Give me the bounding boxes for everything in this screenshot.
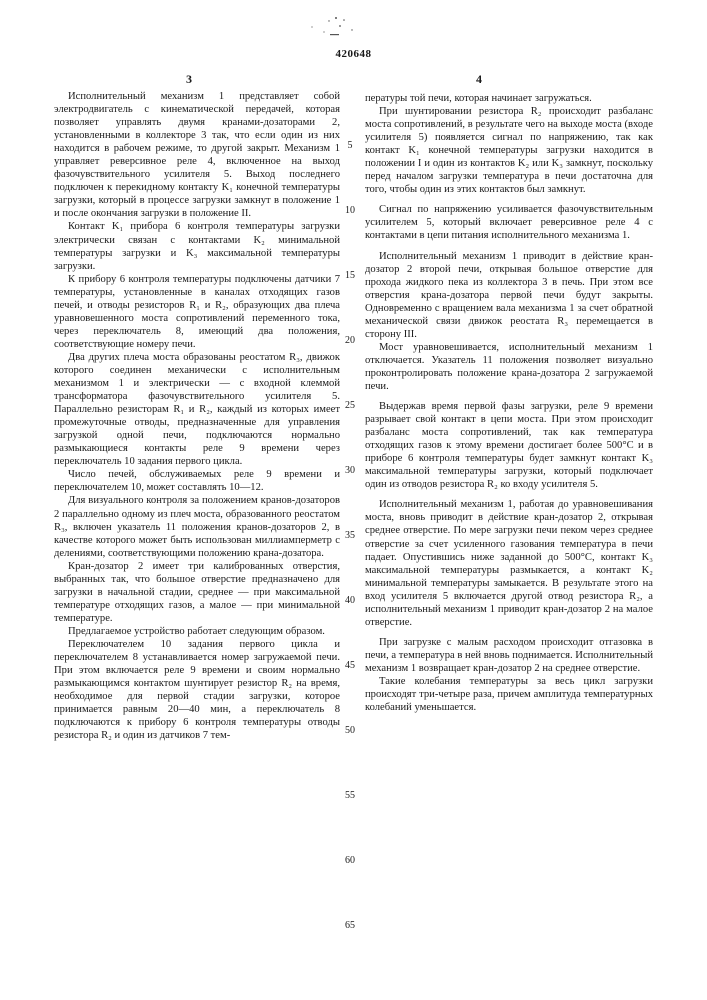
line-number: 20 xyxy=(341,335,359,346)
paragraph: Выдержав время первой фазы загрузки, реле 9 времени разрывает свой контакт в цепи моста. При этом происходит разбаланс моста сопротивлений, так как температура отходящих газов к этому времени достигает более 500°C и в приборе 6 контроля температуры будет замкнут контакт K₃ максимальной температуры загрузки, который подключает один из отводов резистора R₂ ко входу усилителя 5. xyxy=(365,400,653,491)
line-number: 60 xyxy=(341,855,359,866)
paragraph: Исполнительный механизм 1 представляет собой электродвигатель с кинематической передачей, которая позволяет управлять двумя кранами-дозаторами 2, установленными в коллекторе 3 так, что если один из них находится в рабочем режиме, то другой закрыт. Механизм 1 управляет реверсивное реле 4, включенное на выход фазочувствительного усилителя 5. Выход последнего подключен к перекидному контакту K₁ конечной температуры загрузки, который в процессе загрузки замкнут в положение 1 и после окончания загрузки в положение II. xyxy=(54,90,340,220)
paragraph: Для визуального контроля за положением кранов-дозаторов 2 параллельно одному из плеч моста, образованного реостатом R₃, включен указатель 11 положения кранов-дозаторов 2, в качестве которого может быть использован миллиамперметр с делениями, соответствующими положению крана-дозатора. xyxy=(54,494,340,559)
paragraph: Такие колебания температуры за весь цикл загрузки происходят три-четыре раза, причем амплитуда температурных колебаний уменьшается. xyxy=(365,675,653,714)
scan-artifact xyxy=(300,12,370,42)
line-number: 25 xyxy=(341,400,359,411)
line-number: 55 xyxy=(341,790,359,801)
line-number: 15 xyxy=(341,270,359,281)
left-text-column xyxy=(54,90,340,742)
paragraph: Исполнительный механизм 1, работая до уравновешивания моста, вновь приводит в действие кран-дозатор 2, открывая среднее отверстие. По мере загрузки печи пеком через среднее отверстие за счет усиленного газования температура в печи падает. Опустившись ниже заданной до 500°C, контакт K₃ максимальной температуры размыкается, а контакт K₂ минимальной температуры замыкается. В результате этого на вход усилителя 5 включается другой отвод резистора R₂, а исполнительный механизм 1 приводит кран-дозатор 2 на малое отверстие. xyxy=(365,498,653,628)
paragraph: Два других плеча моста образованы реостатом R₃, движок которого соединен механически с исполнительным механизмом 1 и электрически — с входной клеммой трансформатора фазочувствительного усилителя 5. Параллельно резисторам R₁ и R₂, каждый из которых имеет промежуточные отводы, предназначенные для управления загрузкой одной печи, подключаются нормально размыкающиеся контакты реле 9 времени через переключатель 10 задания первого цикла. xyxy=(54,351,340,468)
line-number: 45 xyxy=(341,660,359,671)
line-number: 5 xyxy=(341,140,359,151)
line-number: 10 xyxy=(341,205,359,216)
paragraph: При шунтировании резистора R₂ происходит разбаланс моста сопротивлений, в результате чего на выходе моста (входе усилителя 5) появляется сигнал по напряжению, так как контакт K₁ конечной температуры загрузки находится в положении I и один из контактов K₂ или K₃ замкнут, поскольку перед началом загрузки температура в печи достаточна для того, чтобы один из этих контактов был замкнут. xyxy=(365,105,653,196)
line-number: 40 xyxy=(341,595,359,606)
line-number: 50 xyxy=(341,725,359,736)
paragraph: Переключателем 10 задания первого цикла и переключателем 8 устанавливается номер загружаемой печи. При этом включается реле 9 времени и своим нормально размыкающимся контактом шунтирует резистор R₂ на время, необходимое для первой стадии загрузки, которое принимается равным 20—40 мин, а переключатель 8 подключаются к прибору 6 контроля температуры отводы резистора R₂ и один из датчиков 7 тем- xyxy=(54,638,340,742)
paragraph: Сигнал по напряжению усиливается фазочувствительным усилителем 5, который включает реверсивное реле 4 с контактами в цепи питания исполнительного механизма 1. xyxy=(365,203,653,242)
paragraph: Предлагаемое устройство работает следующим образом. xyxy=(54,625,340,638)
patent-page xyxy=(0,0,707,1000)
line-number: 65 xyxy=(341,920,359,931)
paragraph: Контакт K₁ прибора 6 контроля температуры загрузки электрически связан с контактами K₂ минимальной температуры загрузки и K₃ максимальной температуры загрузки. xyxy=(54,220,340,272)
paragraph: Число печей, обслуживаемых реле 9 времени и переключателем 10, может составлять 10—12. xyxy=(54,468,340,494)
line-number: 30 xyxy=(341,465,359,476)
paragraph: При загрузке с малым расходом происходит отгазовка в печи, а температура в ней вновь поднимается. Исполнительный механизм 1 возвращает кран-дозатор 2 на среднее отверстие. xyxy=(365,636,653,675)
patent-number: 420648 xyxy=(0,48,707,60)
left-column-number: 3 xyxy=(186,72,192,87)
paragraph: К прибору 6 контроля температуры подключены датчики 7 температуры, установленные в каналах отходящих газов печей, и отводы резисторов R₁ и R₂, образующих два плеча уравновешенного моста сопротивлений переменного тока, через переключатель 8, имеющий два положения, соответствующие номеру печи. xyxy=(54,273,340,351)
line-number: 35 xyxy=(341,530,359,541)
paragraph: Исполнительный механизм 1 приводит в действие кран-дозатор 2 второй печи, открывая большое отверстие для прохода жидкого пека из коллектора 3 в печь. При этом все отверстия крана-дозатора первой печи будут закрыты. Одновременно с вращением вала механизма 1 за счет обратной механической связи движок реостата R₃ перемещается в сторону III. xyxy=(365,250,653,341)
right-text-column xyxy=(365,92,653,714)
paragraph: пературы той печи, которая начинает загружаться. xyxy=(365,92,653,105)
paragraph: Кран-дозатор 2 имеет три калиброванных отверстия, выбранных так, что большое отверстие предназначено для загрузки в начальной стадии, среднее — при максимальной температуре отходящих газов, а малое — при минимальной температуре. xyxy=(54,560,340,625)
paragraph: Мост уравновешивается, исполнительный механизм 1 отключается. Указатель 11 положения позволяет визуально проконтролировать положение крана-дозатора 2 загружаемой печи. xyxy=(365,341,653,393)
right-column-number: 4 xyxy=(476,72,482,87)
